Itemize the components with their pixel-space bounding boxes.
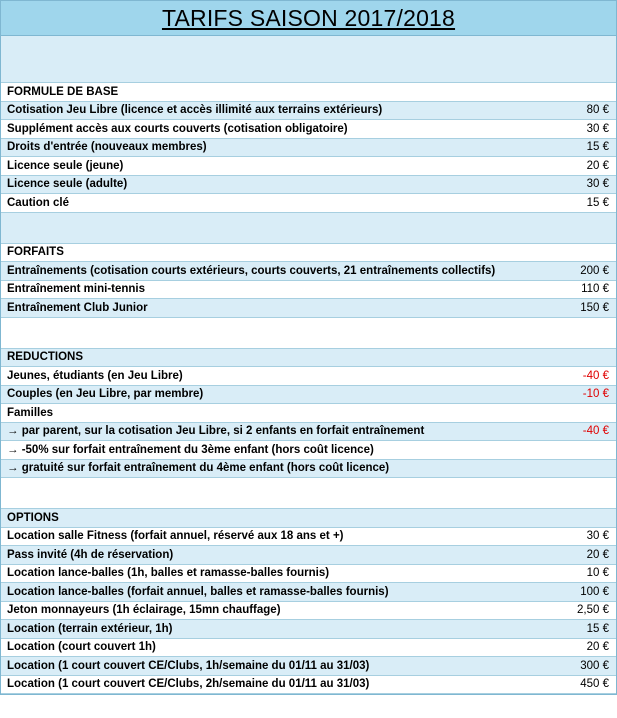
section-heading-forfaits: FORFAITS [1,244,616,263]
table-row: Caution clé 15 € [1,194,616,213]
table-row: Location lance-balles (forfait annuel, balles et ramasse-balles fournis) 100 € [1,583,616,602]
table-row: → -50% sur forfait entraînement du 3ème enfant (hors coût licence) [1,441,616,460]
table-row: Location (1 court couvert CE/Clubs, 1h/semaine du 01/11 au 31/03) 300 € [1,657,616,676]
table-row: Familles [1,404,616,423]
table-row: Entraînements (cotisation courts extérieurs, courts couverts, 21 entraînements collectifs) 200 € [1,262,616,281]
section-heading-reductions: REDUCTIONS [1,349,616,368]
table-row: Entraînement mini-tennis 110 € [1,281,616,300]
table-row: Couples (en Jeu Libre, par membre) -10 € [1,386,616,405]
page-title: TARIFS SAISON 2017/2018 [161,4,456,31]
table-row: Jeton monnayeurs (1h éclairage, 15mn chauffage) 2,50 € [1,602,616,621]
table-row: Pass invité (4h de réservation) 20 € [1,546,616,565]
section-heading-options: OPTIONS [1,509,616,528]
table-row: Location (terrain extérieur, 1h) 15 € [1,620,616,639]
table-row: → par parent, sur la cotisation Jeu Libre, si 2 enfants en forfait entraînement -40 € [1,423,616,442]
table-row: → gratuité sur forfait entraînement du 4ème enfant (hors coût licence) [1,460,616,479]
table-row: Location (1 court couvert CE/Clubs, 2h/semaine du 01/11 au 31/03) 450 € [1,676,616,695]
table-row: Entraînement Club Junior 150 € [1,299,616,318]
table-row: Supplément accès aux courts couverts (cotisation obligatoire) 30 € [1,120,616,139]
table-row: Jeunes, étudiants (en Jeu Libre) -40 € [1,367,616,386]
table-row: Licence seule (adulte) 30 € [1,176,616,195]
spacer [1,213,616,244]
table-row: Location salle Fitness (forfait annuel, réservé aux 18 ans et +) 30 € [1,528,616,547]
table-row: Licence seule (jeune) 20 € [1,157,616,176]
table-row: Cotisation Jeu Libre (licence et accès illimité aux terrains extérieurs) 80 € [1,102,616,121]
table-row: Droits d'entrée (nouveaux membres) 15 € [1,139,616,158]
section-heading-base: FORMULE DE BASE [1,83,616,102]
spacer [1,478,616,509]
table-row: Location (court couvert 1h) 20 € [1,639,616,658]
title-row [1,1,616,36]
spacer [1,36,616,83]
spacer [1,318,616,349]
table-row: Location lance-balles (1h, balles et ramasse-balles fournis) 10 € [1,565,616,584]
